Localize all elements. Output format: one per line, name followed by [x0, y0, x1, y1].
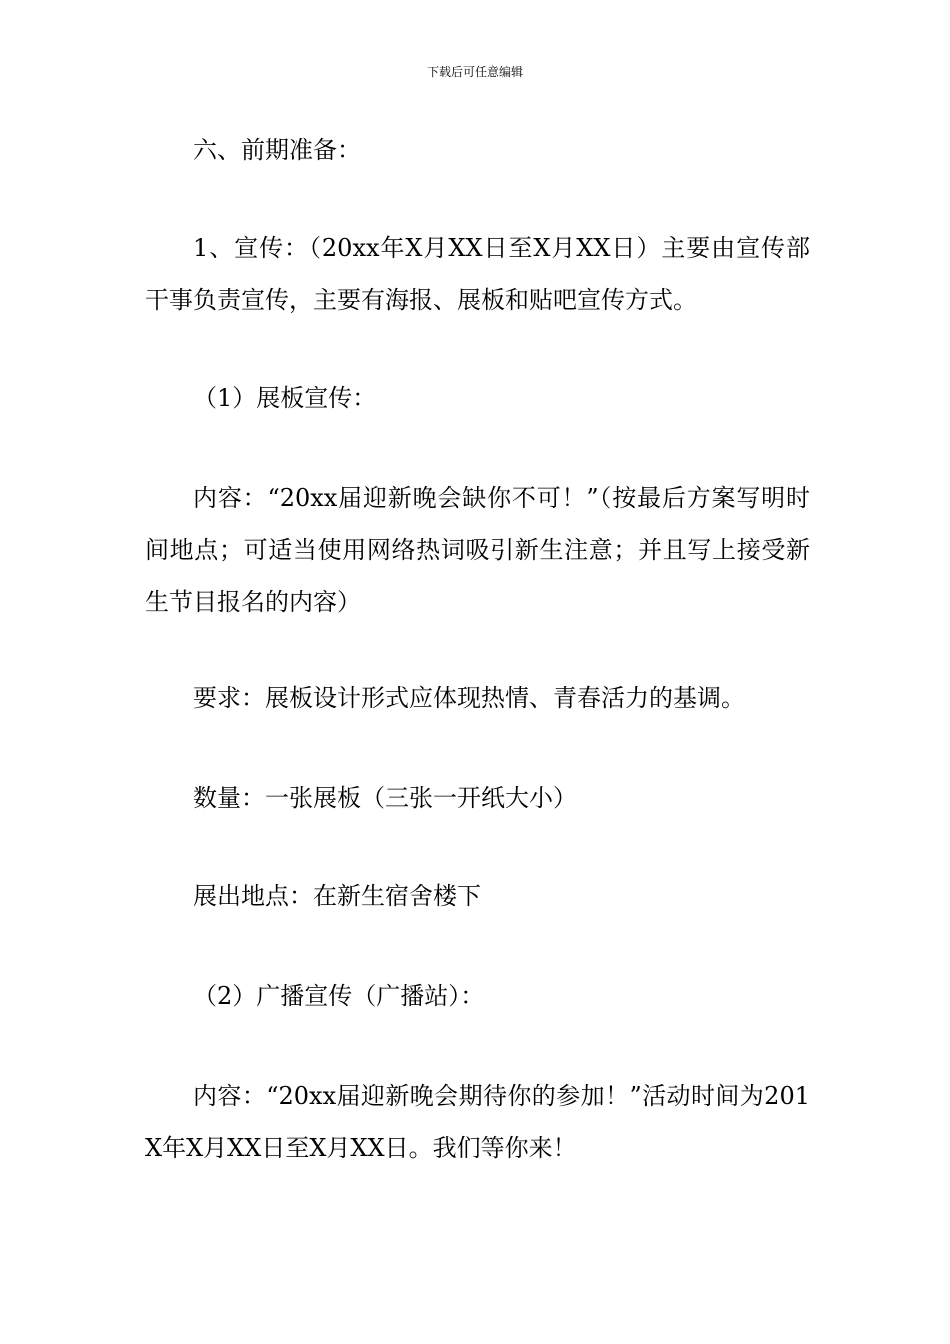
paragraph-board-content: 内容：“20xx届迎新晚会缺你不可！”（按最后方案写明时间地点；可适当使用网络热词吸引新生注意；并且写上接受新生节目报名的内容）: [145, 484, 810, 616]
paragraph-broadcast-content: 内容：“20xx届迎新晚会期待你的参加！”活动时间为201X年X月XX日至X月XX日。我们等你来！: [145, 1082, 810, 1162]
page-header: 下载后可任意编辑: [426, 65, 523, 79]
subheading-display-board: （1）展板宣传：: [193, 384, 377, 412]
paragraph-board-location: 展出地点：在新生宿舍楼下: [193, 882, 481, 910]
paragraph-publicity: 1、宣传：（20xx年X月XX日至X月XX日）主要由宣传部干事负责宣传，主要有海报、展板和贴吧宣传方式。: [145, 234, 810, 314]
subheading-broadcast: （2）广播宣传（广播站）：: [193, 982, 485, 1010]
paragraph-board-quantity: 数量：一张展板（三张一开纸大小）: [193, 784, 577, 812]
section-heading-preparation: 六、前期准备：: [193, 136, 361, 164]
paragraph-board-requirement: 要求：展板设计形式应体现热情、青春活力的基调。: [193, 684, 745, 712]
